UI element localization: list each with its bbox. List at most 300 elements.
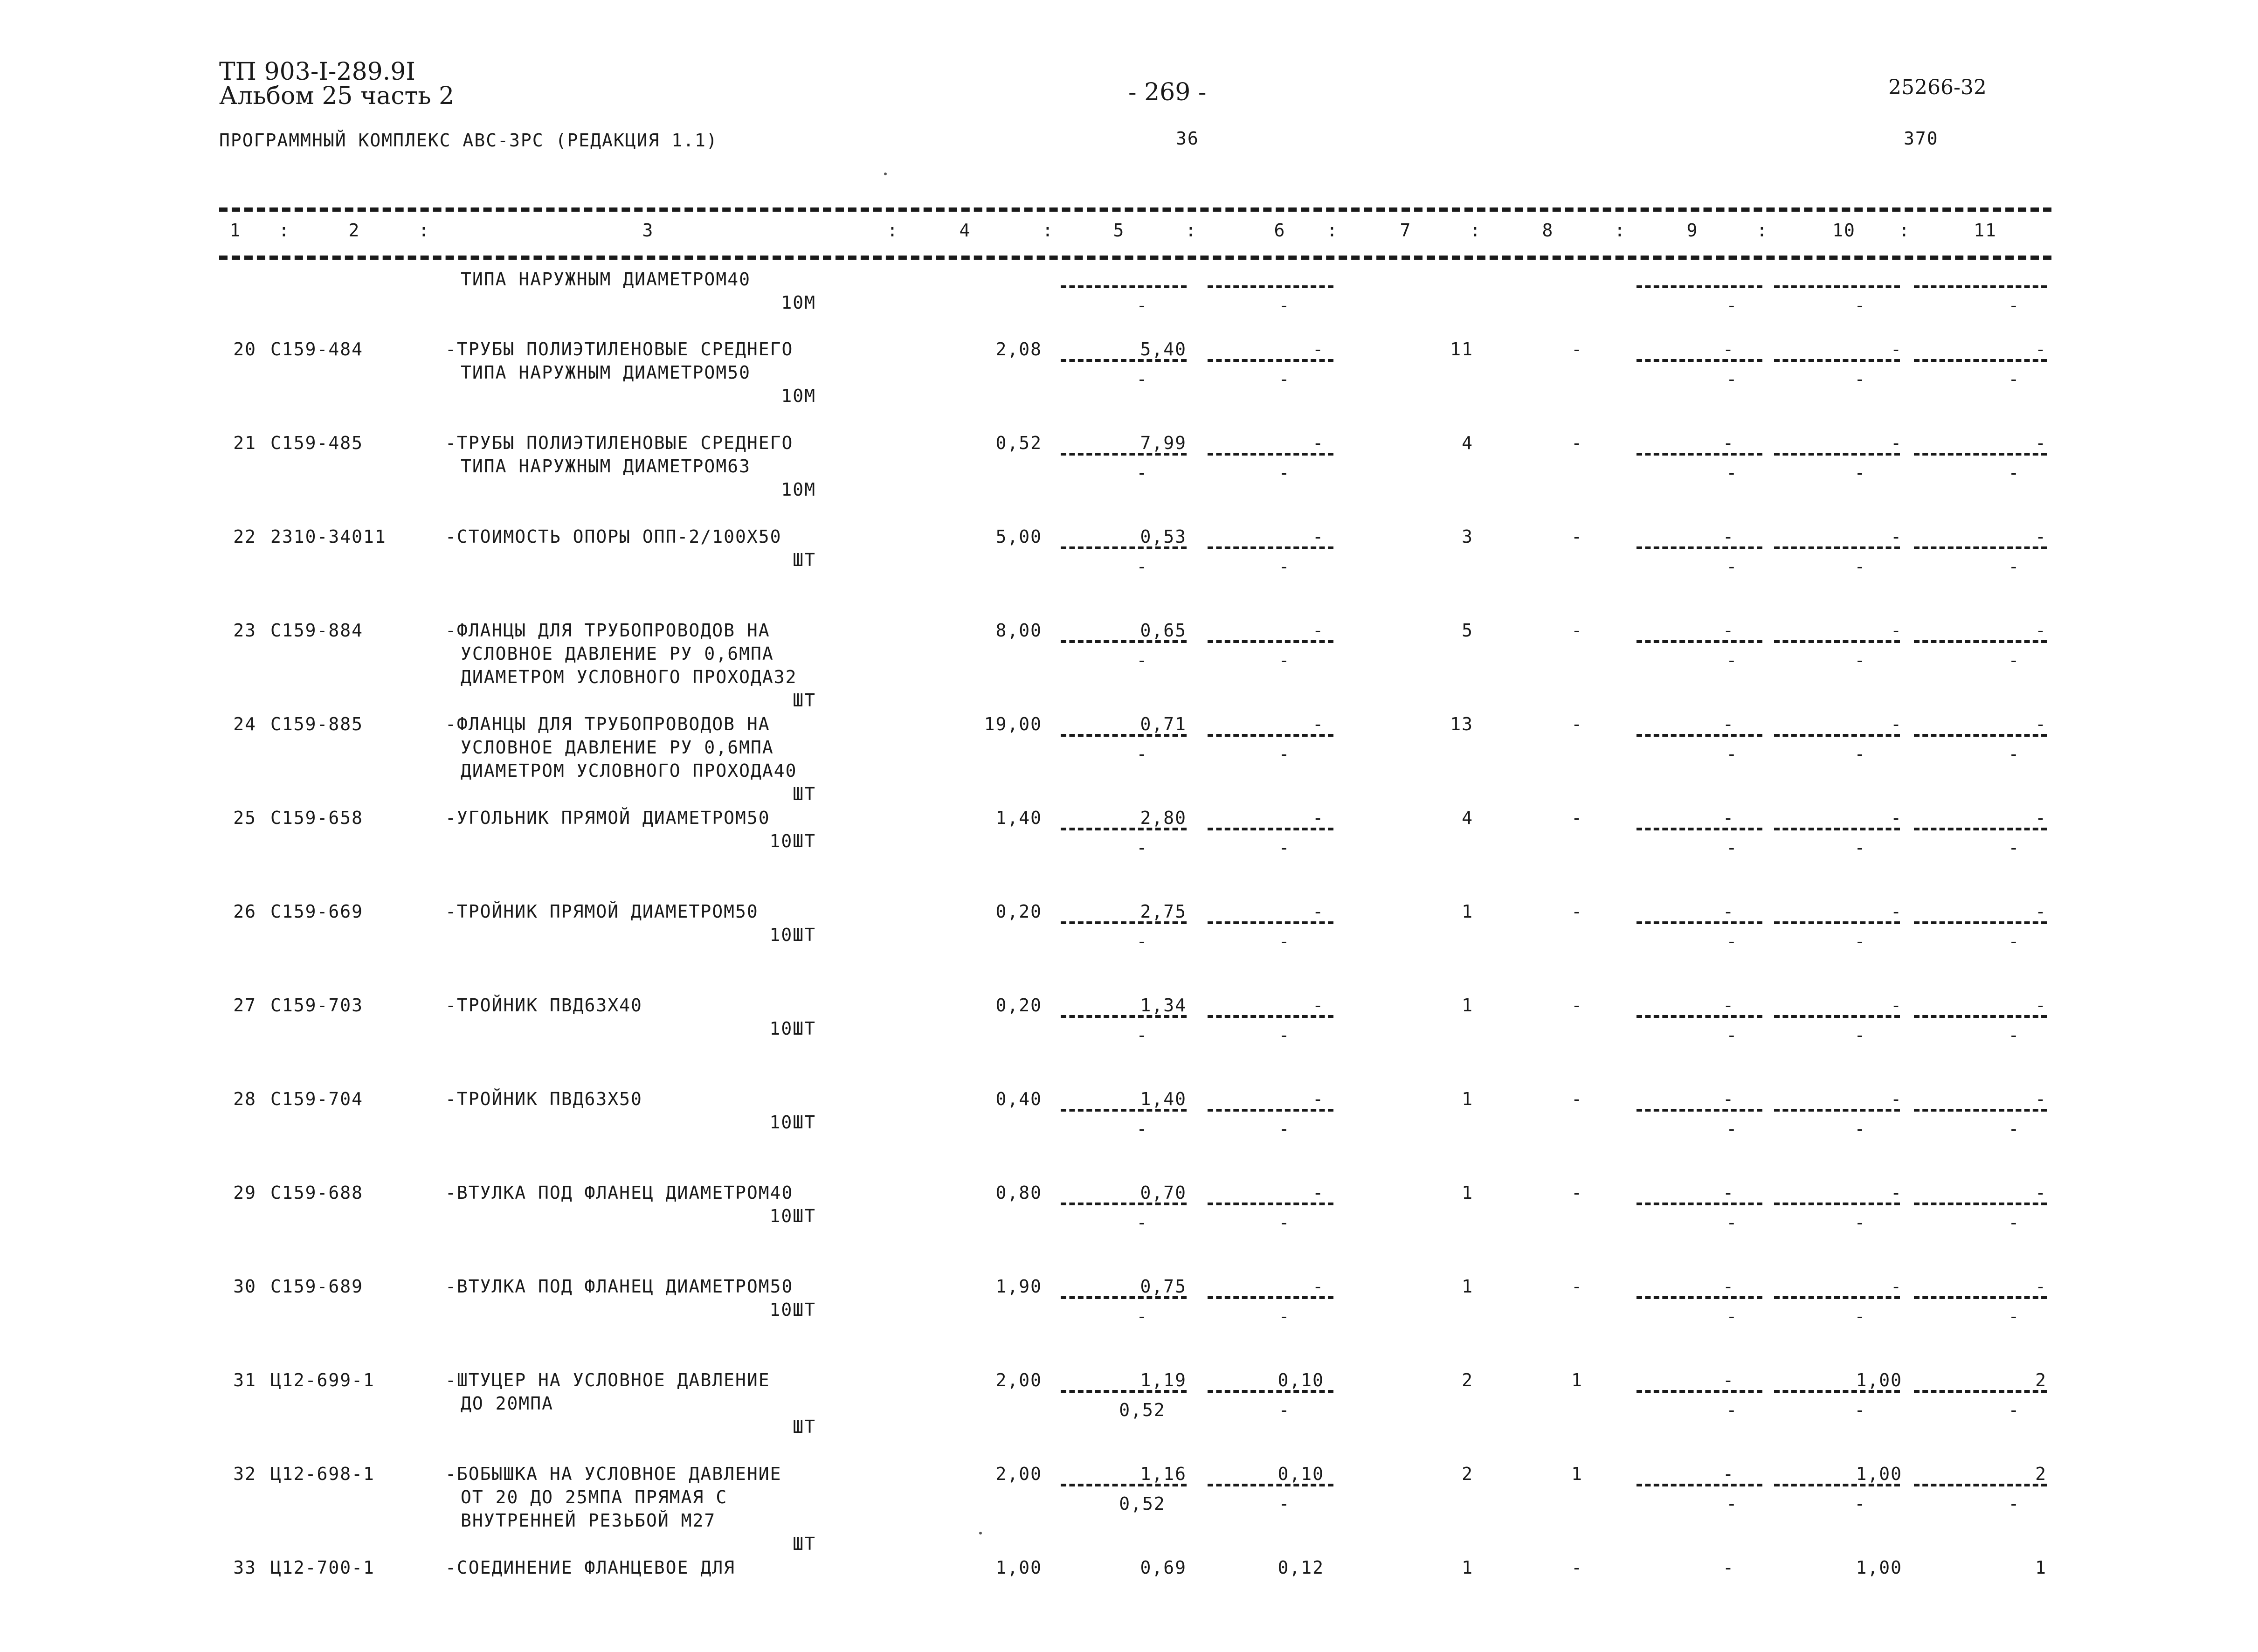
cell-c4: 5,00 <box>995 526 1042 547</box>
cell-c11: - <box>2035 714 2047 734</box>
row-number: 29 <box>233 1182 256 1203</box>
cell-c10b: - <box>1854 1212 1866 1233</box>
dashed-separator <box>1637 921 1762 924</box>
dashed-separator <box>1208 453 1333 456</box>
cell-c5b: 0,52 <box>1119 1400 1166 1420</box>
cell-c8: 1 <box>1571 1370 1583 1390</box>
row-description: ОТ 20 ДО 25МПА ПРЯМАЯ С <box>461 1487 728 1507</box>
row-number: 21 <box>233 433 256 453</box>
dashed-separator <box>1061 828 1187 830</box>
cell-c8: - <box>1571 1557 1583 1578</box>
dashed-separator <box>1774 359 1900 362</box>
row-number: 31 <box>233 1370 256 1390</box>
column-header-8: : <box>1042 220 1054 241</box>
dashed-separator <box>1061 1109 1187 1112</box>
program-title: ПРОГРАММНЫЙ КОМПЛЕКС АВС-3РС (РЕДАКЦИЯ 1.1) <box>219 130 718 151</box>
dashed-separator <box>1208 1203 1333 1205</box>
cell-c7: 1 <box>1462 901 1473 922</box>
table-header-rule <box>219 256 2051 260</box>
column-header-15: 8 <box>1542 220 1554 241</box>
dashed-separator <box>1914 546 2047 549</box>
cell-c6b: - <box>1278 369 1291 389</box>
cell-c6b: - <box>1278 295 1291 316</box>
row-description: УСЛОВНОЕ ДАВЛЕНИЕ РУ 0,6МПА <box>461 643 774 664</box>
cell-c6b: - <box>1278 463 1291 483</box>
row-description: -СТОИМОСТЬ ОПОРЫ ОПП-2/100Х50 <box>445 526 782 547</box>
row-code: С159-704 <box>270 1089 364 1109</box>
cell-c8: - <box>1571 901 1583 922</box>
dashed-separator <box>1061 921 1187 924</box>
cell-c10: - <box>1891 433 1902 453</box>
cell-c10b: - <box>1854 1119 1866 1139</box>
dashed-separator <box>1774 1390 1900 1393</box>
cell-c5: 1,34 <box>1140 995 1187 1016</box>
column-header-9: 5 <box>1113 220 1125 241</box>
cell-c5: 0,69 <box>1140 1557 1187 1578</box>
row-code: Ц12-700-1 <box>270 1557 375 1578</box>
dashed-separator <box>1208 1296 1333 1299</box>
cell-c11b: - <box>2008 1400 2020 1420</box>
cell-c10b: - <box>1854 1493 1866 1514</box>
cell-c10: 1,00 <box>1856 1370 1902 1390</box>
row-description: -ТРОЙНИК ПРЯМОЙ ДИАМЕТРОМ50 <box>445 901 759 922</box>
dashed-separator <box>1208 640 1333 643</box>
row-number: 25 <box>233 808 256 828</box>
row-code: 2310-34011 <box>270 526 387 547</box>
cell-c4: 1,40 <box>995 808 1042 828</box>
dashed-separator <box>1637 1390 1762 1393</box>
cell-c11: - <box>2035 433 2047 453</box>
row-code: С159-484 <box>270 339 364 359</box>
dashed-separator <box>1914 359 2047 362</box>
cell-c5b: - <box>1136 931 1148 952</box>
row-unit: 10ШТ <box>769 1018 816 1039</box>
dashed-separator <box>1774 285 1900 288</box>
cell-c9b: - <box>1726 1400 1738 1420</box>
dashed-separator <box>1637 1109 1762 1112</box>
dashed-separator <box>1637 828 1762 830</box>
cell-c9b: - <box>1726 837 1738 858</box>
row-number: 30 <box>233 1276 256 1297</box>
cell-c4: 2,08 <box>995 339 1042 359</box>
row-unit: ШТ <box>793 1534 816 1554</box>
row-description: -ТРУБЫ ПОЛИЭТИЛЕНОВЫЕ СРЕДНЕГО <box>445 339 794 359</box>
dashed-separator <box>1637 359 1762 362</box>
cell-c6: - <box>1312 1182 1324 1203</box>
cell-c7: 1 <box>1462 1089 1473 1109</box>
scan-speck <box>884 173 887 175</box>
cell-c5: 5,40 <box>1140 339 1187 359</box>
dashed-separator <box>1637 546 1762 549</box>
row-number: 20 <box>233 339 256 359</box>
dashed-separator <box>1637 453 1762 456</box>
cell-c9: - <box>1723 1089 1734 1109</box>
cell-c7: 1 <box>1462 1276 1473 1297</box>
row-code: С159-689 <box>270 1276 364 1297</box>
cell-c4: 19,00 <box>984 714 1042 734</box>
cell-c11b: - <box>2008 1306 2020 1327</box>
cell-c6: - <box>1312 995 1324 1016</box>
column-header-19: 10 <box>1832 220 1856 241</box>
cell-c7: 5 <box>1462 620 1473 641</box>
cell-c6: - <box>1312 339 1324 359</box>
cell-c6: - <box>1312 433 1324 453</box>
cell-c9: - <box>1723 1557 1734 1578</box>
cell-c10: - <box>1891 995 1902 1016</box>
cell-c6: 0,10 <box>1277 1464 1324 1484</box>
row-description: ТИПА НАРУЖНЫМ ДИАМЕТРОМ50 <box>461 362 751 383</box>
cell-c10b: - <box>1854 556 1866 577</box>
cell-c6: - <box>1312 1089 1324 1109</box>
cell-c4: 0,20 <box>995 901 1042 922</box>
cell-c11b: - <box>2008 295 2020 316</box>
cell-c6b: - <box>1278 931 1291 952</box>
cell-c9: - <box>1723 1370 1734 1390</box>
cell-c8: - <box>1571 1182 1583 1203</box>
cell-c5: 0,65 <box>1140 620 1187 641</box>
dashed-separator <box>1637 285 1762 288</box>
dashed-separator <box>1637 1203 1762 1205</box>
dashed-separator <box>1774 1015 1900 1018</box>
cell-c9: - <box>1723 1276 1734 1297</box>
dashed-separator <box>1061 1296 1187 1299</box>
cell-c10b: - <box>1854 931 1866 952</box>
cell-c4: 2,00 <box>995 1370 1042 1390</box>
cell-c8: - <box>1571 339 1583 359</box>
cell-c9: - <box>1723 901 1734 922</box>
cell-c6: - <box>1312 620 1324 641</box>
cell-c5: 2,80 <box>1140 808 1187 828</box>
cell-c11b: - <box>2008 650 2020 670</box>
cell-c11b: - <box>2008 369 2020 389</box>
dashed-separator <box>1208 546 1333 549</box>
dashed-separator <box>1061 1015 1187 1018</box>
dashed-separator <box>1914 285 2047 288</box>
row-description: -ТРОЙНИК ПВД63Х50 <box>445 1089 642 1109</box>
cell-c9: - <box>1723 808 1734 828</box>
cell-c5: 1,19 <box>1140 1370 1187 1390</box>
cell-c9: - <box>1723 1182 1734 1203</box>
cell-c11: - <box>2035 526 2047 547</box>
dashed-separator <box>1914 1015 2047 1018</box>
row-unit: 10ШТ <box>769 1299 816 1320</box>
cell-c10b: - <box>1854 1025 1866 1045</box>
cell-c8: - <box>1571 526 1583 547</box>
row-unit: 10ШТ <box>769 925 816 945</box>
dashed-separator <box>1774 640 1900 643</box>
dashed-separator <box>1061 546 1187 549</box>
dashed-separator <box>1914 828 2047 830</box>
cell-c9b: - <box>1726 1212 1738 1233</box>
cell-c9: - <box>1723 1464 1734 1484</box>
row-description: -БОБЫШКА НА УСЛОВНОЕ ДАВЛЕНИЕ <box>445 1464 782 1484</box>
dashed-separator <box>1637 734 1762 737</box>
cell-c4: 1,00 <box>995 1557 1042 1578</box>
row-description: -ВТУЛКА ПОД ФЛАНЕЦ ДИАМЕТРОМ50 <box>445 1276 794 1297</box>
row-code: Ц12-698-1 <box>270 1464 375 1484</box>
dashed-separator <box>1914 453 2047 456</box>
cell-c11: 2 <box>2035 1464 2047 1484</box>
column-header-10: : <box>1185 220 1197 241</box>
sheet-right: 370 <box>1904 128 1939 149</box>
row-number: 32 <box>233 1464 256 1484</box>
row-description: ДО 20МПА <box>461 1393 554 1414</box>
cell-c11: 1 <box>2035 1557 2047 1578</box>
column-header-6: : <box>887 220 899 241</box>
cell-c5: 1,16 <box>1140 1464 1187 1484</box>
dashed-separator <box>1637 640 1762 643</box>
row-unit: 10ШТ <box>769 831 816 851</box>
cell-c9b: - <box>1726 650 1738 670</box>
cell-c9: - <box>1723 620 1734 641</box>
row-description: ТИПА НАРУЖНЫМ ДИАМЕТРОМ63 <box>461 456 751 477</box>
row-unit: ШТ <box>793 550 816 570</box>
row-code: С159-669 <box>270 901 364 922</box>
cell-c4: 0,40 <box>995 1089 1042 1109</box>
cell-c5: 7,99 <box>1140 433 1187 453</box>
row-code: С159-658 <box>270 808 364 828</box>
column-header-20: : <box>1899 220 1911 241</box>
cell-c9b: - <box>1726 744 1738 764</box>
cell-c10: - <box>1891 901 1902 922</box>
cell-c11b: - <box>2008 463 2020 483</box>
row-description: -СОЕДИНЕНИЕ ФЛАНЦЕВОЕ ДЛЯ <box>445 1557 735 1578</box>
cell-c8: - <box>1571 995 1583 1016</box>
row-unit: ШТ <box>793 784 816 804</box>
row-description: -ФЛАНЦЫ ДЛЯ ТРУБОПРОВОДОВ НА <box>445 714 770 734</box>
cell-c11: - <box>2035 620 2047 641</box>
cell-c5: 0,53 <box>1140 526 1187 547</box>
dashed-separator <box>1061 1390 1187 1393</box>
column-header-12: : <box>1326 220 1339 241</box>
row-code: С159-885 <box>270 714 364 734</box>
cell-c4: 0,52 <box>995 433 1042 453</box>
cell-c5b: - <box>1136 1119 1148 1139</box>
row-code: Ц12-699-1 <box>270 1370 375 1390</box>
dashed-separator <box>1208 1015 1333 1018</box>
cell-c10: - <box>1891 620 1902 641</box>
cell-c6: 0,12 <box>1277 1557 1324 1578</box>
row-description: -ШТУЦЕР НА УСЛОВНОЕ ДАВЛЕНИЕ <box>445 1370 770 1390</box>
cell-c5: 0,71 <box>1140 714 1187 734</box>
row-number: 24 <box>233 714 256 734</box>
cell-c10: - <box>1891 1089 1902 1109</box>
dashed-separator <box>1774 734 1900 737</box>
cell-c10: - <box>1891 1182 1902 1203</box>
cell-c9b: - <box>1726 556 1738 577</box>
dashed-separator <box>1914 1484 2047 1486</box>
row-unit: ШТ <box>793 690 816 711</box>
cell-c6b: - <box>1278 1212 1291 1233</box>
sheet-left: 36 <box>1176 128 1199 149</box>
cell-c10: - <box>1891 808 1902 828</box>
cell-c7: 11 <box>1450 339 1473 359</box>
cell-c9: - <box>1723 339 1734 359</box>
cell-c11: - <box>2035 901 2047 922</box>
row-unit: 10ШТ <box>769 1112 816 1133</box>
cell-c5b: - <box>1136 1025 1148 1045</box>
row-description: -УГОЛЬНИК ПРЯМОЙ ДИАМЕТРОМ50 <box>445 808 770 828</box>
row-unit: 10М <box>781 479 816 500</box>
row-unit: 10М <box>781 292 816 313</box>
column-header-13: 7 <box>1400 220 1412 241</box>
row-description: -ВТУЛКА ПОД ФЛАНЕЦ ДИАМЕТРОМ40 <box>445 1182 794 1203</box>
column-header-17: 9 <box>1686 220 1699 241</box>
dashed-separator <box>1208 359 1333 362</box>
cell-c8: - <box>1571 714 1583 734</box>
cell-c7: 1 <box>1462 1557 1473 1578</box>
cell-c11: - <box>2035 1089 2047 1109</box>
cell-c11b: - <box>2008 744 2020 764</box>
page-number: - 269 - <box>1128 78 1207 106</box>
dashed-separator <box>1774 1203 1900 1205</box>
cell-c11: - <box>2035 1276 2047 1297</box>
cell-c4: 0,20 <box>995 995 1042 1016</box>
cell-c8: - <box>1571 808 1583 828</box>
row-code: С159-688 <box>270 1182 364 1203</box>
row-code: С159-485 <box>270 433 364 453</box>
row-description: ТИПА НАРУЖНЫМ ДИАМЕТРОМ40 <box>461 269 751 290</box>
dashed-separator <box>1774 921 1900 924</box>
cell-c9: - <box>1723 526 1734 547</box>
cell-c6b: - <box>1278 744 1291 764</box>
row-unit: ШТ <box>793 1417 816 1437</box>
cell-c8: - <box>1571 620 1583 641</box>
column-header-14: : <box>1470 220 1482 241</box>
dashed-separator <box>1774 453 1900 456</box>
cell-c5b: - <box>1136 556 1148 577</box>
row-description: -ТРУБЫ ПОЛИЭТИЛЕНОВЫЕ СРЕДНЕГО <box>445 433 794 453</box>
scan-speck <box>979 1532 982 1534</box>
cell-c5b: - <box>1136 369 1148 389</box>
row-number: 28 <box>233 1089 256 1109</box>
column-header-21: 11 <box>1974 220 1997 241</box>
cell-c11: - <box>2035 808 2047 828</box>
dashed-separator <box>1061 453 1187 456</box>
dashed-separator <box>1208 1109 1333 1112</box>
cell-c10: 1,00 <box>1856 1557 1902 1578</box>
cell-c11b: - <box>2008 837 2020 858</box>
row-description: ДИАМЕТРОМ УСЛОВНОГО ПРОХОДА32 <box>461 667 797 687</box>
dashed-separator <box>1061 285 1187 288</box>
dashed-separator <box>1061 1484 1187 1486</box>
row-description: ВНУТРЕННЕЙ РЕЗЬБОЙ М27 <box>461 1510 716 1531</box>
column-header-18: : <box>1756 220 1768 241</box>
row-number: 23 <box>233 620 256 641</box>
cell-c6b: - <box>1278 1400 1291 1420</box>
row-description: ДИАМЕТРОМ УСЛОВНОГО ПРОХОДА40 <box>461 760 797 781</box>
cell-c7: 3 <box>1462 526 1473 547</box>
cell-c7: 2 <box>1462 1370 1473 1390</box>
cell-c10b: - <box>1854 1306 1866 1327</box>
cell-c7: 2 <box>1462 1464 1473 1484</box>
cell-c6: 0,10 <box>1277 1370 1324 1390</box>
cell-c5b: - <box>1136 744 1148 764</box>
cell-c11: - <box>2035 339 2047 359</box>
dashed-separator <box>1208 285 1333 288</box>
dashed-separator <box>1061 734 1187 737</box>
cell-c7: 1 <box>1462 1182 1473 1203</box>
row-code: С159-884 <box>270 620 364 641</box>
dashed-separator <box>1208 921 1333 924</box>
cell-c8: - <box>1571 1089 1583 1109</box>
row-number: 26 <box>233 901 256 922</box>
dashed-separator <box>1061 1203 1187 1205</box>
dashed-separator <box>1914 1109 2047 1112</box>
cell-c5b: - <box>1136 837 1148 858</box>
cell-c9b: - <box>1726 295 1738 316</box>
row-description: УСЛОВНОЕ ДАВЛЕНИЕ РУ 0,6МПА <box>461 737 774 758</box>
dashed-separator <box>1774 546 1900 549</box>
cell-c8: 1 <box>1571 1464 1583 1484</box>
cell-c11b: - <box>2008 1493 2020 1514</box>
cell-c6b: - <box>1278 1025 1291 1045</box>
cell-c8: - <box>1571 1276 1583 1297</box>
cell-c10b: - <box>1854 837 1866 858</box>
cell-c9: - <box>1723 714 1734 734</box>
row-description: -ФЛАНЦЫ ДЛЯ ТРУБОПРОВОДОВ НА <box>445 620 770 641</box>
dashed-separator <box>1914 1390 2047 1393</box>
cell-c7: 4 <box>1462 433 1473 453</box>
cell-c4: 0,80 <box>995 1182 1042 1203</box>
row-number: 27 <box>233 995 256 1016</box>
cell-c5b: - <box>1136 295 1148 316</box>
dashed-separator <box>1774 1296 1900 1299</box>
cell-c6: - <box>1312 808 1324 828</box>
cell-c7: 4 <box>1462 808 1473 828</box>
cell-c11b: - <box>2008 556 2020 577</box>
cell-c5b: - <box>1136 1212 1148 1233</box>
cell-c6b: - <box>1278 556 1291 577</box>
cell-c11b: - <box>2008 931 2020 952</box>
doc-code: ТП 903-І-289.9І <box>219 58 415 86</box>
cell-c7: 1 <box>1462 995 1473 1016</box>
dashed-separator <box>1914 640 2047 643</box>
dashed-separator <box>1061 359 1187 362</box>
dashed-separator <box>1637 1296 1762 1299</box>
cell-c10b: - <box>1854 650 1866 670</box>
cell-c6b: - <box>1278 1119 1291 1139</box>
dashed-separator <box>1774 1109 1900 1112</box>
cell-c9: - <box>1723 433 1734 453</box>
cell-c7: 13 <box>1450 714 1473 734</box>
cell-c5b: 0,52 <box>1119 1493 1166 1514</box>
cell-c9b: - <box>1726 1306 1738 1327</box>
cell-c11: 2 <box>2035 1370 2047 1390</box>
dashed-separator <box>1208 734 1333 737</box>
row-number: 22 <box>233 526 256 547</box>
column-header-2: : <box>278 220 290 241</box>
dashed-separator <box>1061 640 1187 643</box>
cell-c11b: - <box>2008 1025 2020 1045</box>
cell-c10b: - <box>1854 369 1866 389</box>
column-header-5: 3 <box>642 220 654 241</box>
cell-c10b: - <box>1854 463 1866 483</box>
dashed-separator <box>1637 1015 1762 1018</box>
row-number: 33 <box>233 1557 256 1578</box>
cell-c10: - <box>1891 714 1902 734</box>
cell-c6b: - <box>1278 650 1291 670</box>
column-header-16: : <box>1614 220 1626 241</box>
cell-c9b: - <box>1726 1493 1738 1514</box>
table-top-rule <box>219 207 2051 212</box>
cell-c11b: - <box>2008 1119 2020 1139</box>
column-header-1: 1 <box>229 220 242 241</box>
cell-c6b: - <box>1278 837 1291 858</box>
cell-c9b: - <box>1726 1025 1738 1045</box>
cell-c10b: - <box>1854 295 1866 316</box>
cell-c10: 1,00 <box>1856 1464 1902 1484</box>
